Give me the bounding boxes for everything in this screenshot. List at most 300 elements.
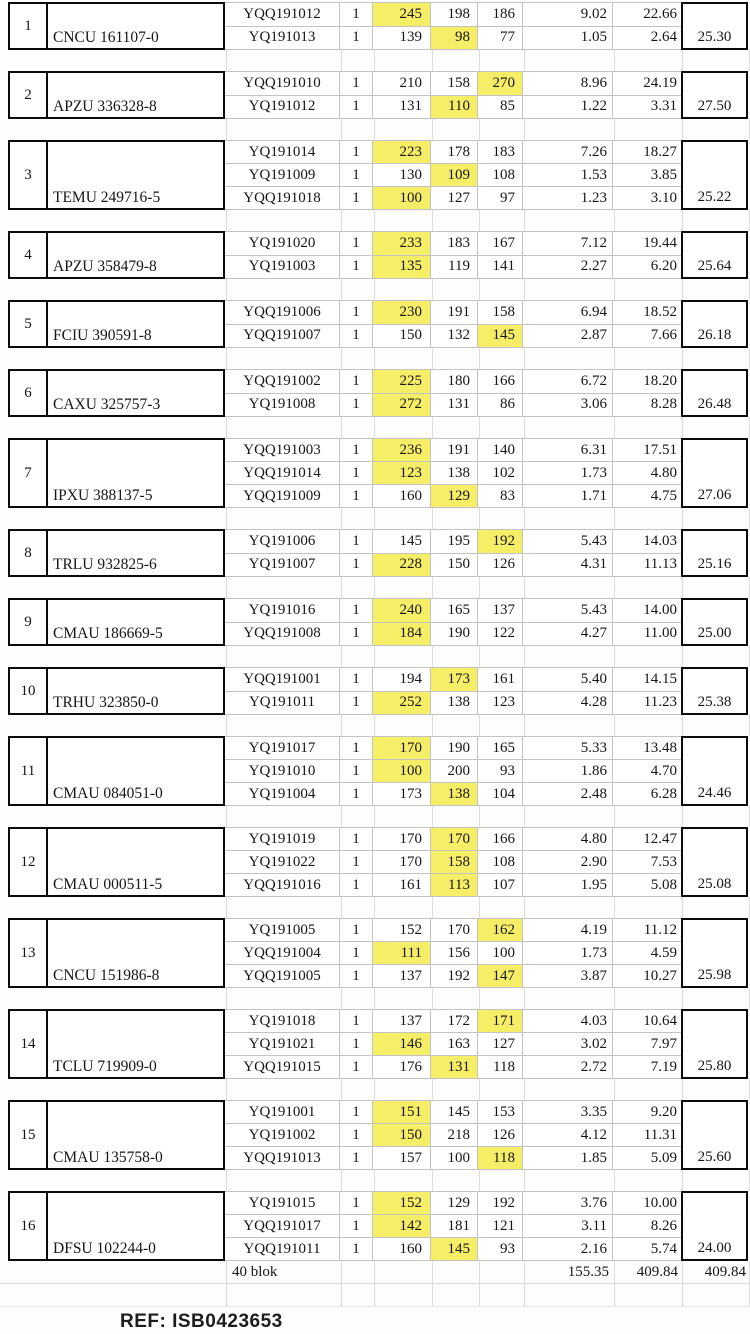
group-number-cell: 7 bbox=[8, 438, 48, 508]
container-group bbox=[0, 300, 750, 348]
container-id-cell bbox=[46, 369, 225, 417]
group-number-cell: 16 bbox=[8, 1191, 48, 1261]
group-gap bbox=[0, 897, 750, 918]
value3-cell: 140 bbox=[478, 439, 523, 461]
weight2-cell: 3.31 bbox=[650, 98, 677, 115]
gap-cell bbox=[375, 1079, 433, 1100]
gap-cell bbox=[525, 988, 615, 1009]
gap-cell bbox=[525, 210, 615, 231]
data-row bbox=[225, 163, 681, 186]
gap-cell bbox=[683, 50, 750, 71]
gap-cell bbox=[480, 508, 525, 529]
gap-cell bbox=[342, 646, 375, 667]
empty-cell bbox=[480, 1284, 525, 1306]
value3-cell: 122 bbox=[478, 623, 523, 646]
code-cell: YQQ191015 bbox=[225, 1056, 340, 1078]
gap-cell bbox=[0, 210, 48, 231]
data-row bbox=[225, 26, 681, 50]
gap-cell bbox=[342, 50, 375, 71]
group-final-value: 25.00 bbox=[697, 625, 732, 641]
weight1-cell: 6.94 bbox=[523, 301, 613, 324]
data-row bbox=[225, 370, 681, 393]
container-id-cell bbox=[46, 1191, 225, 1261]
gap-cell bbox=[227, 279, 342, 300]
value3-cell: 141 bbox=[478, 256, 523, 279]
code-cell: YQ191006 bbox=[225, 530, 340, 553]
container-id-cell bbox=[46, 140, 225, 210]
weight1-cell: 2.16 bbox=[523, 1238, 613, 1260]
gap-cell bbox=[480, 1079, 525, 1100]
weight2-cell: 17.51 bbox=[643, 441, 677, 458]
gap-cell bbox=[0, 988, 48, 1009]
weight2-cell: 5.08 bbox=[650, 876, 677, 893]
left-margin bbox=[0, 598, 8, 646]
value1-cell: 170 bbox=[373, 828, 431, 850]
gap-cell bbox=[525, 1170, 615, 1191]
empty-cell bbox=[525, 1284, 615, 1306]
qty-cell: 1 bbox=[340, 187, 373, 209]
code-cell: YQQ191016 bbox=[225, 874, 340, 896]
value3-cell: 86 bbox=[478, 394, 523, 417]
weight1-cell: 2.87 bbox=[523, 325, 613, 348]
value3-cell: 166 bbox=[478, 370, 523, 393]
gap-cell bbox=[375, 50, 433, 71]
empty-cell bbox=[683, 1284, 750, 1306]
data-row bbox=[225, 72, 681, 95]
container-group bbox=[0, 918, 750, 988]
gap-cell bbox=[227, 210, 342, 231]
weight1-cell: 5.43 bbox=[523, 530, 613, 553]
group-number-cell: 5 bbox=[8, 300, 48, 348]
group-number-cell: 12 bbox=[8, 827, 48, 897]
container-group bbox=[0, 369, 750, 417]
gap-cell bbox=[525, 715, 615, 736]
gap-cell bbox=[0, 646, 48, 667]
group-final-value: 25.80 bbox=[697, 1058, 732, 1074]
value1-cell: 160 bbox=[373, 1238, 431, 1260]
group-number-cell: 6 bbox=[8, 369, 48, 417]
container-id-label: APZU 336328-8 bbox=[53, 98, 157, 115]
gap-cell bbox=[433, 806, 480, 827]
weight2-cell: 3.85 bbox=[650, 166, 677, 183]
value3-cell: 102 bbox=[478, 462, 523, 484]
container-id-cell bbox=[46, 1009, 225, 1079]
gap-cell bbox=[433, 119, 480, 140]
weight1-cell: 2.48 bbox=[523, 783, 613, 805]
weight1-cell: 3.06 bbox=[523, 394, 613, 417]
gap-cell bbox=[525, 577, 615, 598]
left-margin bbox=[0, 231, 8, 279]
value2-cell: 218 bbox=[431, 1124, 478, 1146]
gap-cell bbox=[227, 988, 342, 1009]
qty-cell: 1 bbox=[340, 668, 373, 691]
gap-cell bbox=[48, 50, 227, 71]
gap-cell bbox=[227, 897, 342, 918]
group-final-cell bbox=[681, 71, 748, 119]
group-final-value: 27.50 bbox=[697, 98, 732, 114]
group-rows bbox=[225, 231, 681, 279]
container-id-label: DFSU 102244-0 bbox=[53, 1240, 156, 1257]
weight1-cell: 3.76 bbox=[523, 1192, 613, 1214]
gap-cell bbox=[683, 806, 750, 827]
gap-cell bbox=[615, 210, 683, 231]
value3-cell: 127 bbox=[478, 1033, 523, 1055]
value1-cell: 225 bbox=[373, 370, 431, 393]
gap-cell bbox=[433, 1170, 480, 1191]
gap-cell bbox=[48, 210, 227, 231]
left-margin bbox=[0, 1191, 8, 1261]
group-rows bbox=[225, 1009, 681, 1079]
data-row bbox=[225, 301, 681, 324]
value1-cell: 233 bbox=[373, 232, 431, 255]
left-margin bbox=[0, 529, 8, 577]
value2-cell: 138 bbox=[431, 783, 478, 805]
value3-cell: 192 bbox=[478, 1192, 523, 1214]
container-group bbox=[0, 71, 750, 119]
gap-cell bbox=[525, 50, 615, 71]
weight2-cell: 18.27 bbox=[643, 143, 677, 160]
gap-cell bbox=[342, 119, 375, 140]
group-number-cell: 2 bbox=[8, 71, 48, 119]
data-row bbox=[225, 461, 681, 484]
qty-cell: 1 bbox=[340, 828, 373, 850]
weight2-cell: 7.19 bbox=[650, 1058, 677, 1075]
group-number-cell: 3 bbox=[8, 140, 48, 210]
weight1-cell: 1.53 bbox=[523, 164, 613, 186]
code-cell: YQQ191012 bbox=[225, 3, 340, 26]
value1-cell: 151 bbox=[373, 1101, 431, 1123]
group-number-cell: 15 bbox=[8, 1100, 48, 1170]
gap-cell bbox=[0, 508, 48, 529]
group-gap bbox=[0, 715, 750, 736]
code-cell: YQ191010 bbox=[225, 760, 340, 782]
weight2-cell: 4.80 bbox=[650, 464, 677, 481]
weight2-cell: 4.70 bbox=[650, 762, 677, 779]
data-row bbox=[225, 622, 681, 646]
weight1-cell: 5.40 bbox=[523, 668, 613, 691]
data-row bbox=[225, 1237, 681, 1260]
value2-cell: 183 bbox=[431, 232, 478, 255]
gap-cell bbox=[433, 577, 480, 598]
container-id-label: CNCU 151986-8 bbox=[53, 967, 160, 984]
group-final-cell bbox=[681, 300, 748, 348]
code-cell: YQQ191010 bbox=[225, 72, 340, 95]
group-final-cell bbox=[681, 231, 748, 279]
totals-spacer bbox=[0, 1261, 227, 1283]
group-final-cell bbox=[681, 736, 748, 806]
group-rows bbox=[225, 300, 681, 348]
gap-cell bbox=[227, 348, 342, 369]
group-gap bbox=[0, 417, 750, 438]
qty-cell: 1 bbox=[340, 599, 373, 622]
weight2-cell: 5.74 bbox=[650, 1240, 677, 1257]
value2-cell: 191 bbox=[431, 301, 478, 324]
qty-cell: 1 bbox=[340, 72, 373, 95]
qty-cell: 1 bbox=[340, 874, 373, 896]
group-number-cell: 4 bbox=[8, 231, 48, 279]
data-row bbox=[225, 484, 681, 507]
left-margin bbox=[0, 438, 8, 508]
gap-cell bbox=[615, 577, 683, 598]
totals-value3-cell bbox=[480, 1261, 525, 1283]
code-cell: YQQ191004 bbox=[225, 942, 340, 964]
code-cell: YQQ191009 bbox=[225, 485, 340, 507]
code-cell: YQ191013 bbox=[225, 27, 340, 50]
gap-cell bbox=[375, 1170, 433, 1191]
data-row bbox=[225, 759, 681, 782]
weight1-cell: 1.22 bbox=[523, 96, 613, 119]
gap-cell bbox=[227, 577, 342, 598]
value1-cell: 245 bbox=[373, 3, 431, 26]
weight2-cell: 11.23 bbox=[643, 694, 677, 711]
code-cell: YQQ191002 bbox=[225, 370, 340, 393]
weight1-cell: 1.71 bbox=[523, 485, 613, 507]
gap-cell bbox=[615, 897, 683, 918]
weight1-cell: 1.05 bbox=[523, 27, 613, 50]
container-group bbox=[0, 1009, 750, 1079]
code-cell: YQ191018 bbox=[225, 1010, 340, 1032]
code-cell: YQQ191018 bbox=[225, 187, 340, 209]
value1-cell: 236 bbox=[373, 439, 431, 461]
group-rows bbox=[225, 736, 681, 806]
value1-cell: 210 bbox=[373, 72, 431, 95]
gap-cell bbox=[375, 646, 433, 667]
weight1-cell: 4.28 bbox=[523, 692, 613, 715]
gap-cell bbox=[480, 50, 525, 71]
value3-cell: 123 bbox=[478, 692, 523, 715]
gap-cell bbox=[48, 646, 227, 667]
qty-cell: 1 bbox=[340, 27, 373, 50]
qty-cell: 1 bbox=[340, 1192, 373, 1214]
weight2-cell: 11.12 bbox=[643, 921, 677, 938]
gap-cell bbox=[375, 210, 433, 231]
group-number-cell: 1 bbox=[8, 2, 48, 50]
gap-cell bbox=[683, 897, 750, 918]
container-id-label: FCIU 390591-8 bbox=[53, 327, 152, 344]
value2-cell: 180 bbox=[431, 370, 478, 393]
data-row bbox=[225, 1214, 681, 1237]
weight2-cell: 7.97 bbox=[650, 1035, 677, 1052]
data-row bbox=[225, 1055, 681, 1078]
gap-cell bbox=[480, 715, 525, 736]
qty-cell: 1 bbox=[340, 164, 373, 186]
group-final-cell bbox=[681, 438, 748, 508]
value1-cell: 142 bbox=[373, 1215, 431, 1237]
gap-cell bbox=[342, 577, 375, 598]
data-row bbox=[225, 599, 681, 622]
container-id-label: TRHU 323850-0 bbox=[53, 694, 159, 711]
value2-cell: 98 bbox=[431, 27, 478, 50]
container-id-label: CNCU 161107-0 bbox=[53, 29, 159, 46]
gap-cell bbox=[615, 348, 683, 369]
gap-cell bbox=[480, 348, 525, 369]
group-final-cell bbox=[681, 2, 748, 50]
gap-cell bbox=[683, 279, 750, 300]
gap-cell bbox=[480, 119, 525, 140]
container-group bbox=[0, 438, 750, 508]
gap-cell bbox=[342, 417, 375, 438]
value3-cell: 171 bbox=[478, 1010, 523, 1032]
group-final-value: 24.46 bbox=[697, 785, 732, 801]
gap-cell bbox=[0, 577, 48, 598]
gap-cell bbox=[683, 988, 750, 1009]
gap-cell bbox=[48, 348, 227, 369]
totals-qty-cell bbox=[342, 1261, 375, 1283]
value1-cell: 130 bbox=[373, 164, 431, 186]
value1-cell: 160 bbox=[373, 485, 431, 507]
gap-cell bbox=[0, 1170, 48, 1191]
gap-cell bbox=[683, 348, 750, 369]
code-cell: YQQ191006 bbox=[225, 301, 340, 324]
gap-cell bbox=[375, 508, 433, 529]
weight2-cell: 11.00 bbox=[643, 625, 677, 642]
qty-cell: 1 bbox=[340, 256, 373, 279]
gap-cell bbox=[342, 210, 375, 231]
gap-cell bbox=[525, 646, 615, 667]
gap-cell bbox=[480, 988, 525, 1009]
value2-cell: 200 bbox=[431, 760, 478, 782]
data-row bbox=[225, 782, 681, 805]
group-final-value: 25.30 bbox=[697, 29, 732, 45]
container-group bbox=[0, 1191, 750, 1261]
group-final-cell bbox=[681, 140, 748, 210]
gap-cell bbox=[48, 119, 227, 140]
data-row bbox=[225, 553, 681, 577]
gap-cell bbox=[375, 988, 433, 1009]
code-cell: YQ191001 bbox=[225, 1101, 340, 1123]
code-cell: YQ191022 bbox=[225, 851, 340, 873]
weight1-cell: 1.85 bbox=[523, 1147, 613, 1169]
group-rows bbox=[225, 1100, 681, 1170]
container-group bbox=[0, 1100, 750, 1170]
value3-cell: 93 bbox=[478, 1238, 523, 1260]
group-rows bbox=[225, 140, 681, 210]
value2-cell: 129 bbox=[431, 1192, 478, 1214]
code-cell: YQQ191014 bbox=[225, 462, 340, 484]
group-gap bbox=[0, 988, 750, 1009]
gap-cell bbox=[525, 897, 615, 918]
gap-cell bbox=[525, 417, 615, 438]
group-rows bbox=[225, 598, 681, 646]
value3-cell: 161 bbox=[478, 668, 523, 691]
left-margin bbox=[0, 736, 8, 806]
container-group bbox=[0, 529, 750, 577]
weight2-cell: 4.75 bbox=[650, 487, 677, 504]
group-gap bbox=[0, 348, 750, 369]
value2-cell: 191 bbox=[431, 439, 478, 461]
qty-cell: 1 bbox=[340, 554, 373, 577]
group-gap bbox=[0, 119, 750, 140]
value3-cell: 97 bbox=[478, 187, 523, 209]
weight1-cell: 4.27 bbox=[523, 623, 613, 646]
weight1-cell: 1.73 bbox=[523, 942, 613, 964]
value3-cell: 145 bbox=[478, 325, 523, 348]
gap-cell bbox=[227, 50, 342, 71]
gap-cell bbox=[227, 646, 342, 667]
weight1-cell: 4.03 bbox=[523, 1010, 613, 1032]
value1-cell: 176 bbox=[373, 1056, 431, 1078]
qty-cell: 1 bbox=[340, 232, 373, 255]
group-final-value: 25.08 bbox=[697, 876, 732, 892]
data-row bbox=[225, 1010, 681, 1032]
gap-cell bbox=[683, 119, 750, 140]
container-group bbox=[0, 827, 750, 897]
value3-cell: 158 bbox=[478, 301, 523, 324]
group-number-cell: 8 bbox=[8, 529, 48, 577]
value3-cell: 85 bbox=[478, 96, 523, 119]
total-final: 409.84 bbox=[683, 1261, 750, 1283]
weight2-cell: 10.27 bbox=[643, 967, 677, 984]
container-id-cell bbox=[46, 438, 225, 508]
qty-cell: 1 bbox=[340, 1215, 373, 1237]
value2-cell: 145 bbox=[431, 1238, 478, 1260]
code-cell: YQ191011 bbox=[225, 692, 340, 715]
value1-cell: 223 bbox=[373, 141, 431, 163]
code-cell: YQ191016 bbox=[225, 599, 340, 622]
value3-cell: 118 bbox=[478, 1147, 523, 1169]
weight1-cell: 6.72 bbox=[523, 370, 613, 393]
data-row bbox=[225, 439, 681, 461]
value3-cell: 100 bbox=[478, 942, 523, 964]
gap-cell bbox=[375, 715, 433, 736]
value1-cell: 139 bbox=[373, 27, 431, 50]
gap-cell bbox=[227, 119, 342, 140]
value3-cell: 167 bbox=[478, 232, 523, 255]
empty-cell bbox=[433, 1284, 480, 1306]
group-gap bbox=[0, 279, 750, 300]
gap-cell bbox=[227, 1079, 342, 1100]
qty-cell: 1 bbox=[340, 370, 373, 393]
gap-cell bbox=[480, 806, 525, 827]
gap-cell bbox=[0, 119, 48, 140]
data-row bbox=[225, 1101, 681, 1123]
container-id-cell bbox=[46, 736, 225, 806]
gap-cell bbox=[48, 897, 227, 918]
code-cell: YQQ191008 bbox=[225, 623, 340, 646]
weight2-cell: 11.31 bbox=[643, 1126, 677, 1143]
value3-cell: 108 bbox=[478, 851, 523, 873]
value2-cell: 172 bbox=[431, 1010, 478, 1032]
value1-cell: 100 bbox=[373, 187, 431, 209]
value2-cell: 100 bbox=[431, 1147, 478, 1169]
weight2-cell: 7.53 bbox=[650, 853, 677, 870]
weight2-cell: 6.20 bbox=[650, 258, 677, 275]
gap-cell bbox=[433, 50, 480, 71]
weight2-cell: 19.44 bbox=[643, 234, 677, 251]
container-id-cell bbox=[46, 598, 225, 646]
gap-cell bbox=[480, 577, 525, 598]
container-id-label: CMAU 000511-5 bbox=[53, 876, 163, 893]
value1-cell: 123 bbox=[373, 462, 431, 484]
gap-cell bbox=[615, 806, 683, 827]
data-row bbox=[225, 919, 681, 941]
gap-cell bbox=[480, 1170, 525, 1191]
qty-cell: 1 bbox=[340, 1056, 373, 1078]
left-margin bbox=[0, 300, 8, 348]
group-number-cell: 13 bbox=[8, 918, 48, 988]
gap-cell bbox=[615, 646, 683, 667]
weight1-cell: 1.23 bbox=[523, 187, 613, 209]
weight2-cell: 22.66 bbox=[643, 5, 677, 22]
qty-cell: 1 bbox=[340, 623, 373, 646]
value3-cell: 121 bbox=[478, 1215, 523, 1237]
empty-cell bbox=[615, 1284, 683, 1306]
weight1-cell: 7.12 bbox=[523, 232, 613, 255]
container-group bbox=[0, 598, 750, 646]
weight1-cell: 3.02 bbox=[523, 1033, 613, 1055]
group-final-cell bbox=[681, 598, 748, 646]
value1-cell: 145 bbox=[373, 530, 431, 553]
